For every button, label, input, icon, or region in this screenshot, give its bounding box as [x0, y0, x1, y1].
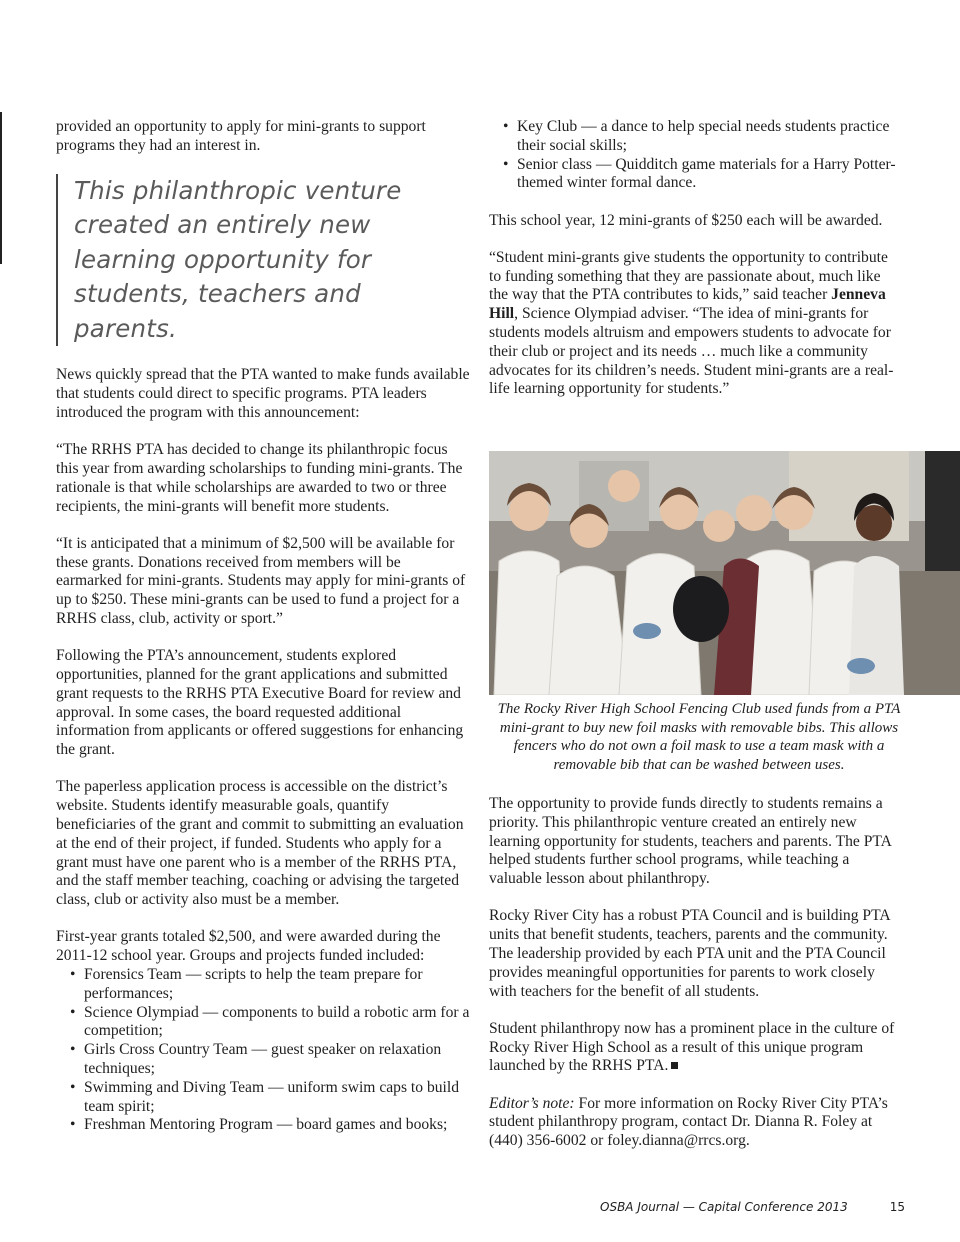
body-paragraph: The opportunity to provide funds directly to students remains a priority. This philanthropic venture created an entirely new learning opportunity for students, teachers and parents. The PTA helped students further school programs, while teaching a valuable lesson about philanthropy. [489, 795, 892, 888]
list-item: • Forensics Team — scripts to help the team prepare for performances; [84, 966, 470, 1004]
margin-rule [0, 112, 2, 264]
body-paragraph: Following the PTA’s announcement, students explored opportunities, planned for the grant applications and submitted grant requests to the RRHS PTA Executive Board for review and approval. In some cases, the board requested additional information from applicants or offered suggestions for enhancing the grant. [56, 647, 464, 759]
publication-title: OSBA Journal — Capital Conference 2013 [600, 1200, 848, 1214]
pull-quote: This philanthropic venture created an entirely new learning opportunity for students, teachers and parents. [56, 174, 470, 347]
body-paragraph: “The RRHS PTA has decided to change its philanthropic focus this year from awarding scholarships to funding mini-grants. The rationale is that while scholarships are awarded to two or three recipients, the mini-grants will benefit more students. [56, 441, 463, 515]
editor-note-label: Editor’s note: [489, 1094, 575, 1112]
body-paragraph: The paperless application process is accessible on the district’s website. Students identify measurable goals, quantify beneficiaries of the grant and commit to submitting an evaluation at the end of their project, if funded. Students who apply for a grant must have one parent who is a member of the RRHS PTA, and the staff member teaching, coaching or advising the targeted class, club or activity also must be a member. [56, 778, 464, 909]
left-column [56, 118, 470, 1154]
list-item: • Swimming and Diving Team — uniform swim caps to build team spirit; [84, 1079, 470, 1117]
list-item: • Freshman Mentoring Program — board games and books; [84, 1116, 470, 1135]
list-item: • Science Olympiad — components to build a robotic arm for a competition; [84, 1004, 470, 1042]
body-paragraph: This school year, 12 mini-grants of $250 each will be awarded. [489, 211, 883, 229]
editor-note: Editor’s note: For more information on Rocky River City PTA’s student philanthropy program, contact Dr. Dianna R. Foley at (440) 356-6002 or foley.dianna@rrcs.org. [489, 1094, 888, 1150]
body-paragraph: First-year grants totaled $2,500, and were awarded during the 2011-12 school year. Groups and projects funded included: [56, 928, 441, 965]
teacher-name: Jenneva Hill [489, 286, 886, 323]
fencing-club-photo [489, 451, 960, 695]
list-item: • Key Club — a dance to help special needs students practice their social skills; [517, 118, 903, 156]
grants-list-continued [489, 118, 903, 193]
body-paragraph: News quickly spread that the PTA wanted to make funds available that students could direct to specific programs. PTA leaders introduced the program with this announcement: [56, 366, 470, 422]
right-column-top [489, 118, 903, 418]
body-paragraph: Student philanthropy now has a prominent place in the culture of Rocky River High School as a result of this unique program launched by the RRHS PTA. [489, 1019, 895, 1075]
quote-paragraph: “Student mini-grants give students the opportunity to contribute to funding something that they are passionate about, much like the way that the PTA contributes to kids,” said teacher Jenneva Hill, Science Olympiad adviser. “The idea of mini-grants for students models altruism and empowers students to advocate for their club or project and its needs … much like a community advocates for its children’s needs. Student mini-grants are a real-life learning opportunity for students.” [489, 248, 894, 398]
body-paragraph: Rocky River City has a robust PTA Council and is building PTA units that benefit students, teachers, parents and the community. The leadership provided by each PTA unit and the PTA Council provides meaningful opportunities for parents to work closely with teachers for the benefit of all students. [489, 907, 890, 1000]
page-footer [600, 1200, 905, 1214]
page-number: 15 [889, 1200, 905, 1214]
body-paragraph: “It is anticipated that a minimum of $2,500 will be available for these grants. Donations received from members will be earmarked for mini-grants. Students may apply for mini-grants of up to $250. These mini-grants can be used to fund a project for a RRHS class, club, activity or sport.” [56, 534, 466, 628]
grants-list [56, 966, 470, 1135]
right-column-bottom [489, 795, 903, 1169]
list-item: • Senior class — Quidditch game materials for a Harry Potter-themed winter formal dance. [517, 156, 903, 194]
photo-caption: The Rocky River High School Fencing Club used funds from a PTA mini-grant to buy new foil masks with removable bibs. This allows fencers who do not own a foil mask to use a team mask with a removable bib that can be washed between uses. [497, 701, 901, 773]
list-item: • Girls Cross Country Team — guest speaker on relaxation techniques; [84, 1041, 470, 1079]
intro-paragraph: provided an opportunity to apply for mini-grants to support programs they had an interest in. [56, 118, 426, 154]
end-mark [671, 1062, 678, 1069]
